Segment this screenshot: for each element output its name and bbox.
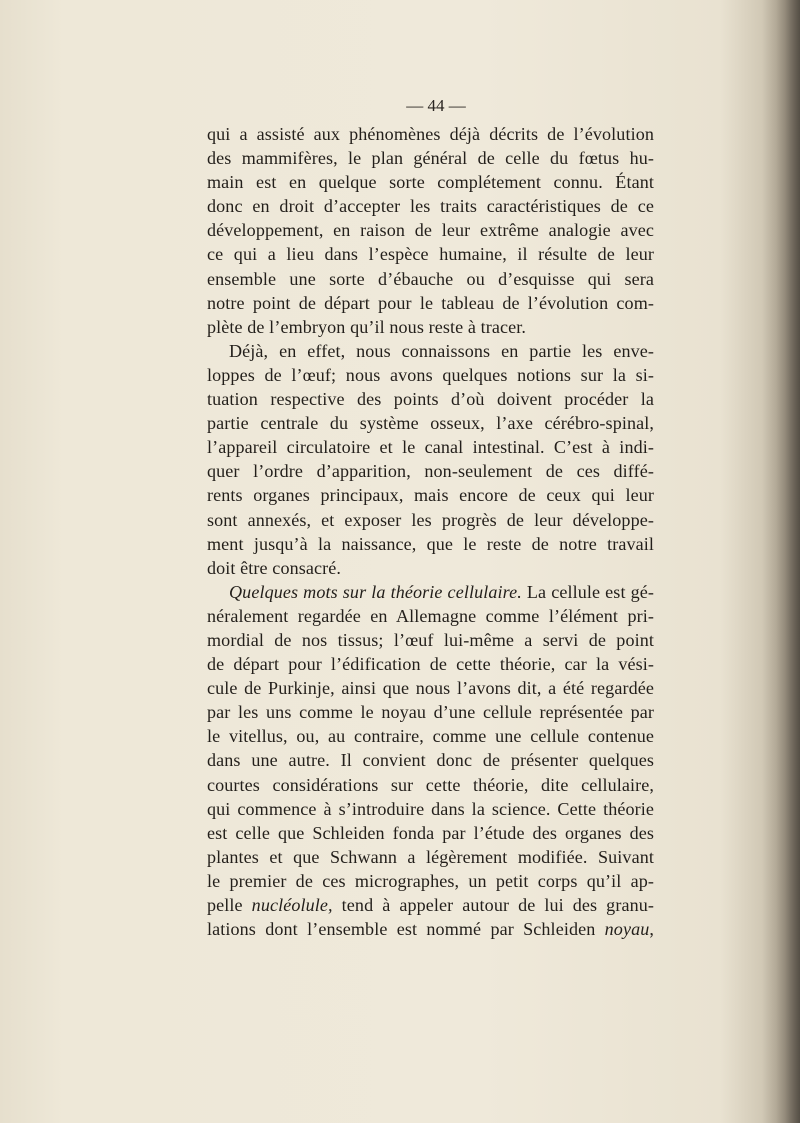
text-line: l’appareil circulatoire et le canal intestinal. C’est à indi-: [207, 437, 654, 458]
text-line: le premier de ces micrographes, un petit corps qu’il ap-: [207, 870, 654, 891]
text-line: développement, en raison de leur extrême analogie avec: [207, 220, 654, 241]
text-fragment: pelle: [207, 895, 252, 915]
text-line: quer l’ordre d’apparition, non-seulement de ces diffé-: [207, 461, 654, 482]
text-line: par les uns comme le noyau d’une cellule représentée par: [207, 702, 654, 723]
text-line: plète de l’embryon qu’il nous reste à tracer.: [207, 316, 527, 337]
page-number: — 44 —: [406, 96, 466, 115]
text-fragment: La cellule est gé-: [521, 581, 655, 602]
text-line: des mammifères, le plan général de celle du fœtus hu-: [207, 148, 654, 169]
section-heading: Quelques mots sur la théorie cellulaire.: [229, 581, 522, 602]
text-fragment: tend à appeler autour de lui des granu-: [332, 895, 654, 915]
section-heading-line: [207, 580, 654, 604]
text-line: Déjà, en effet, nous connaissons en partie les enve-: [229, 340, 654, 361]
text-line: le vitellus, ou, au contraire, comme une cellule contenue: [207, 726, 654, 747]
text-line: doit être consacré.: [207, 557, 342, 578]
text-line: courtes considérations sur cette théorie, dite cellulaire,: [207, 774, 654, 795]
text-line: ment jusqu’à la naissance, que le reste de notre travail: [207, 533, 654, 554]
text-fragment: lations dont l’ensemble est nommé par Schleiden: [207, 919, 605, 940]
text-line: est celle que Schleiden fonda par l’étude des organes des: [207, 822, 654, 843]
text-fragment: ,: [649, 919, 654, 940]
text-line: qui a assisté aux phénomènes déjà décrits de l’évolution: [207, 124, 654, 144]
text-line-with-italic: [207, 893, 654, 917]
text-line: ensemble une sorte d’ébauche ou d’esquisse qui sera: [207, 268, 654, 289]
body-text: [207, 122, 654, 941]
text-line-with-italic: [207, 917, 654, 941]
text-line: néralement regardée en Allemagne comme l’élément pri-: [207, 605, 654, 626]
text-line: main est en quelque sorte complétement connu. Étant: [207, 172, 654, 193]
text-line: ce qui a lieu dans l’espèce humaine, il résulte de leur: [207, 244, 654, 265]
italic-term: noyau: [604, 919, 650, 940]
text-line: mordial de nos tissus; l’œuf lui-même a servi de point: [207, 629, 654, 650]
text-line: sont annexés, et exposer les progrès de leur développe-: [207, 509, 654, 530]
text-line: notre point de départ pour le tableau de l’évolution com-: [207, 292, 654, 313]
text-line: qui commence à s’introduire dans la science. Cette théorie: [207, 798, 654, 819]
text-line: partie centrale du système osseux, l’axe cérébro-spinal,: [207, 413, 654, 434]
binding-shadow: [762, 0, 800, 1123]
text-line: plantes et que Schwann a légèrement modifiée. Suivant: [207, 846, 654, 867]
text-line: tuation respective des points d’où doivent procéder la: [207, 389, 654, 410]
text-line: cule de Purkinje, ainsi que nous l’avons dit, a été regardée: [207, 678, 654, 699]
text-line: rents organes principaux, mais encore de ceux qui leur: [207, 485, 654, 506]
text-line: dans une autre. Il convient donc de présenter quelques: [207, 750, 654, 771]
text-line: de départ pour l’édification de cette théorie, car la vési-: [207, 654, 654, 675]
text-line: loppes de l’œuf; nous avons quelques notions sur la si-: [207, 364, 654, 385]
text-line: donc en droit d’accepter les traits caractéristiques de ce: [207, 196, 654, 217]
italic-term: nucléolule,: [251, 895, 333, 915]
